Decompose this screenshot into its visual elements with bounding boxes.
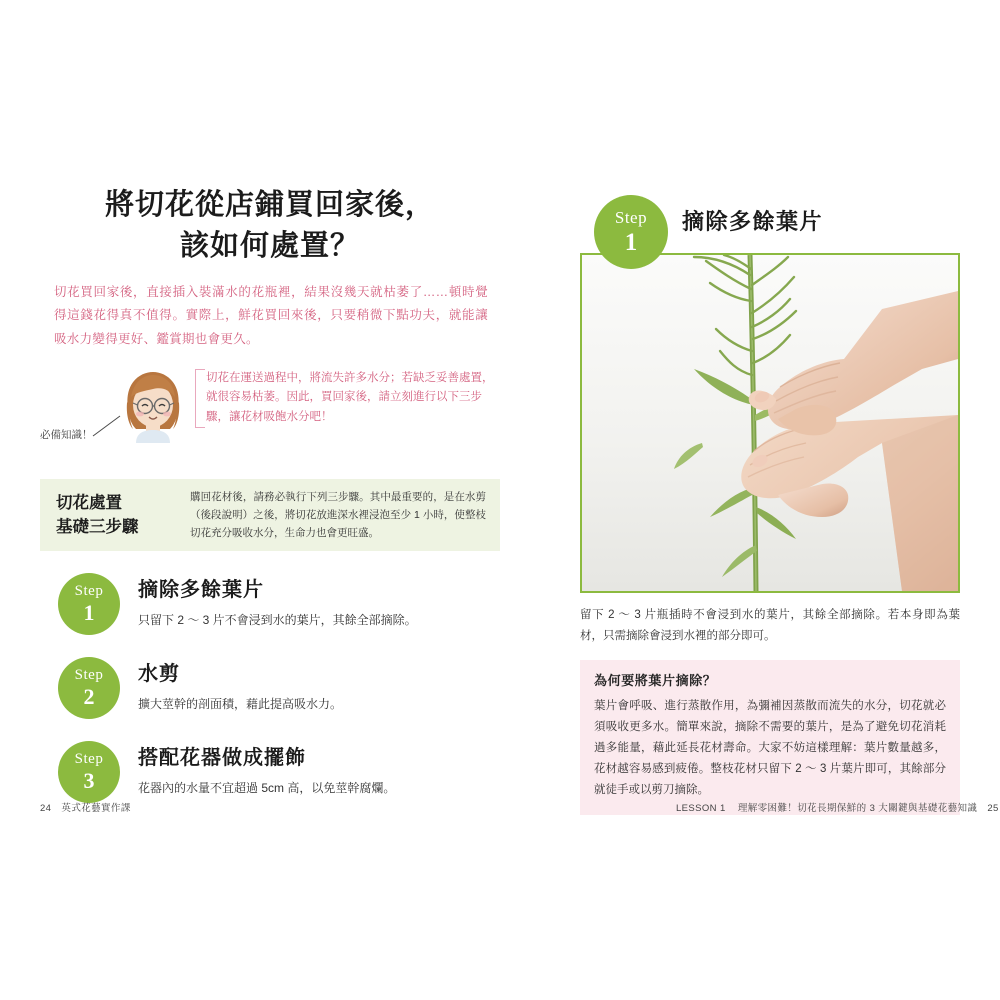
photo-caption: 留下 2 ～ 3 片瓶插時不會浸到水的葉片，其餘全部摘除。若本身即為葉材，只需摘除會浸到水裡的部分即可。 [580, 609, 960, 642]
step-title: 搭配花器做成擺飾 [138, 746, 306, 769]
step-badge-3 [58, 741, 120, 803]
footer-chapter-title: 理解零困難！切花長期保鮮的 3 大關鍵與基礎花藝知識 [737, 803, 978, 814]
right-step-title: 摘除多餘葉片 [682, 209, 824, 234]
must-know-label: 必備知識！ [40, 428, 93, 441]
list-item [40, 657, 500, 727]
step-word: Step [74, 582, 104, 599]
step-word: Step [74, 666, 104, 683]
page-number-left: 24 [40, 803, 52, 814]
step-description: 只留下 2 ～ 3 片不會浸到水的葉片，其餘全部摘除。 [138, 612, 417, 627]
instruction-photo [580, 253, 960, 593]
page-title [40, 185, 500, 267]
step-word: Step [74, 750, 104, 767]
step-description: 花器內的水量不宜超過 5cm 高，以免莖幹腐爛。 [138, 780, 396, 795]
lede-paragraph: 切花買回家後，直接插入裝滿水的花瓶裡，結果沒幾天就枯萎了……頓時覺得這錢花得真不值得。實際上，鮮花買回來後，只要稍微下點功夫，就能讓吸水力變得更好、鑑賞期也會更久。 [54, 285, 488, 346]
summary-band [40, 479, 500, 551]
summary-label-line2: 基礎三步驟 [56, 516, 139, 536]
illustration-woman-face [118, 369, 188, 443]
note-body: 葉片會呼吸、進行蒸散作用，為彌補因蒸散而流失的水分，切花就必須吸收更多水。簡單來說，摘除不需要的葉片，是為了避免切花消耗過多能量，藉此延長花材壽命。大家不妨這樣理解：葉片數量越多，花材越容易感到疲倦。整枝花材只留下 2 ～ 3 片葉片即可，其餘部分就徒手或以剪刀摘除。 [594, 700, 946, 796]
page-title-line2: 該如何處置？ [179, 230, 360, 263]
summary-label [40, 491, 190, 539]
bubble-bracket-top [196, 369, 205, 371]
photo-illustration [582, 255, 958, 591]
step-number: 2 [83, 683, 95, 709]
summary-body: 購回花材後，請務必執行下列三步驟。其中最重要的，是在水剪（後段說明）之後，將切花放進深水裡浸泡至少 1 小時，使整枝切花充分吸收水分，生命力也會更旺盛。 [190, 490, 486, 539]
step-title: 摘除多餘葉片 [138, 578, 264, 601]
right-page [560, 195, 960, 796]
page-number-right: 25 [987, 803, 999, 814]
step-number: 1 [83, 599, 95, 625]
speech-bubble-text: 切花在運送過程中，將流失許多水分；若缺乏妥善處置，就很容易枯萎。因此，買回家後，請立刻進行以下三步驟，讓花材吸飽水分吧！ [206, 371, 494, 424]
footer-lesson-label: LESSON 1 [676, 803, 726, 814]
list-item [40, 573, 500, 643]
summary-label-line1: 切花處置 [56, 492, 122, 512]
page-title-line1: 將切花從店鋪買回家後， [104, 189, 435, 221]
step-badge-2 [58, 657, 120, 719]
must-know-callout [40, 369, 500, 465]
note-box [580, 660, 960, 815]
speech-bubble [195, 369, 501, 428]
step-badge-1 [58, 573, 120, 635]
step-title: 水剪 [138, 662, 180, 685]
step-badge-1-large [594, 195, 668, 269]
note-title: 為何要將葉片摘除？ [594, 673, 717, 688]
footer-book-title: 英式花藝實作課 [61, 803, 131, 814]
step-number: 3 [83, 767, 95, 793]
step-word: Step [614, 208, 648, 227]
left-page [40, 185, 500, 825]
step-description: 擴大莖幹的剖面積，藉此提高吸水力。 [138, 696, 343, 711]
footer-right [676, 800, 999, 814]
footer-left [40, 800, 131, 814]
bubble-bracket-bottom [196, 427, 205, 429]
steps-list [40, 573, 500, 811]
step-number: 1 [624, 229, 638, 256]
